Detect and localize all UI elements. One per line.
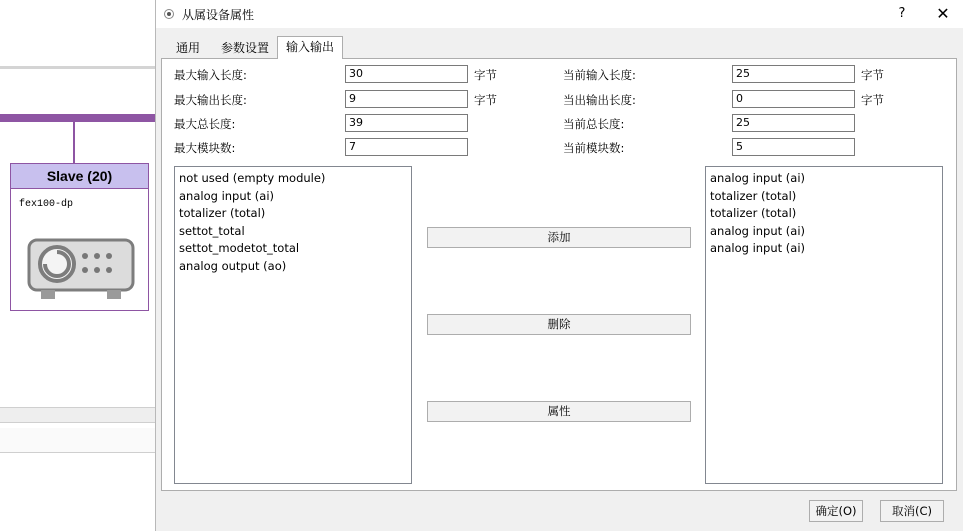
ok-button[interactable]: 确定(O): [809, 500, 863, 522]
current-input-label: 当前输入长度:: [563, 68, 636, 82]
slave-device-card[interactable]: [10, 163, 149, 311]
slave-model: fex100-dp: [19, 199, 74, 210]
max-output-unit: 字节: [474, 93, 497, 107]
cancel-button[interactable]: 取消(C): [880, 500, 944, 522]
current-output-unit: 字节: [861, 93, 884, 107]
max-input-unit: 字节: [474, 68, 497, 82]
current-modules-field[interactable]: 5: [732, 138, 855, 156]
list-item[interactable]: analog input (ai): [710, 241, 806, 255]
max-total-field[interactable]: 39: [345, 114, 468, 132]
dialog-app-icon: [164, 9, 174, 19]
current-total-label: 当前总长度:: [563, 117, 625, 131]
list-item[interactable]: analog input (ai): [179, 188, 275, 203]
list-item[interactable]: not used (empty module): [179, 171, 326, 185]
current-total-field[interactable]: 25: [732, 114, 855, 132]
editor-divider: [0, 66, 155, 69]
max-output-field[interactable]: 9: [345, 90, 468, 108]
delete-button[interactable]: 删除: [427, 314, 691, 335]
max-total-label: 最大总长度:: [174, 117, 236, 131]
current-modules-label: 当前模块数:: [563, 141, 625, 155]
max-modules-field[interactable]: 7: [345, 138, 468, 156]
properties-button[interactable]: 属性: [427, 401, 691, 422]
list-item[interactable]: totalizer (total): [710, 206, 797, 220]
available-modules-list[interactable]: [174, 166, 412, 484]
slave-title: Slave (20): [11, 164, 148, 189]
list-item[interactable]: analog output (ao): [179, 258, 287, 273]
list-item[interactable]: totalizer (total): [179, 206, 266, 220]
max-input-label: 最大输入长度:: [174, 68, 247, 82]
editor-bottom-panel: [0, 428, 155, 453]
list-item[interactable]: analog input (ai): [710, 223, 806, 238]
list-item[interactable]: analog input (ai): [710, 171, 806, 185]
tab-general[interactable]: 通用: [176, 41, 201, 55]
list-item[interactable]: settot_modetot_total: [179, 241, 300, 255]
close-icon[interactable]: ✕: [936, 4, 950, 23]
current-output-label: 当出输出长度:: [563, 93, 636, 107]
max-modules-label: 最大模块数:: [174, 141, 236, 155]
horizontal-scrollbar[interactable]: [0, 407, 155, 423]
max-input-field[interactable]: 30: [345, 65, 468, 83]
list-item[interactable]: settot_total: [179, 223, 245, 238]
help-icon[interactable]: ?: [898, 6, 906, 21]
current-output-field[interactable]: 0: [732, 90, 855, 108]
list-item[interactable]: totalizer (total): [710, 188, 797, 203]
tab-input-output[interactable]: 输入输出: [277, 36, 343, 59]
background-editor: [0, 0, 155, 531]
profibus-line: [0, 114, 155, 122]
dialog-titlebar: [156, 0, 963, 28]
current-input-field[interactable]: 25: [732, 65, 855, 83]
add-button[interactable]: 添加: [427, 227, 691, 248]
selected-modules-list[interactable]: [705, 166, 943, 484]
device-module-icon: [25, 236, 137, 302]
bus-connector: [73, 122, 75, 164]
dialog-title: 从属设备属性: [182, 8, 255, 22]
current-input-unit: 字节: [861, 68, 884, 82]
max-output-label: 最大输出长度:: [174, 93, 247, 107]
tab-parameters[interactable]: 参数设置: [221, 41, 270, 55]
